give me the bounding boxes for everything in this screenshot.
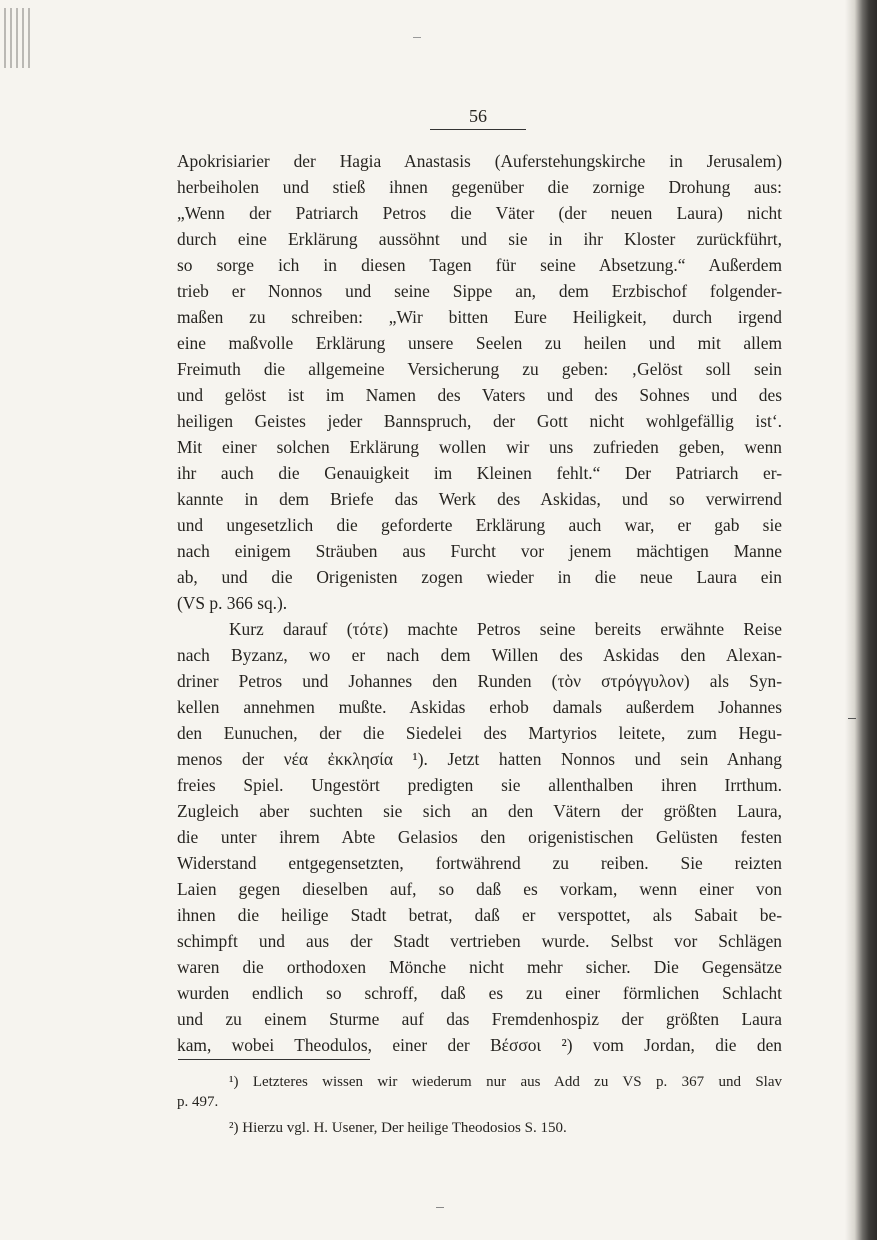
- text-line: Kurz darauf (τότε) machte Petros seine bereits erwähnte Reise: [229, 619, 782, 639]
- text-line: wurden endlich so schroff, daß es zu einer förmlichen Schlacht: [177, 983, 782, 1003]
- text-line: so sorge ich in diesen Tagen für seine Absetzung.“ Außerdem: [177, 255, 782, 275]
- text-line: und zu einem Sturme auf das Fremdenhospiz der größten Laura: [177, 1009, 782, 1029]
- page-number: 56: [430, 106, 526, 130]
- text-line: und ungesetzlich die geforderte Erklärung auch war, er gab sie: [177, 515, 782, 535]
- text-line: Apokrisiarier der Hagia Anastasis (Auferstehungskirche in Jerusalem): [177, 151, 782, 171]
- text-line: Widerstand entgegensetzten, fortwährend zu reiben. Sie reizten: [177, 853, 782, 873]
- text-line: Mit einer solchen Erklärung wollen wir uns zufrieden geben, wenn: [177, 437, 782, 457]
- text-line: den Eunuchen, der die Siedelei des Martyrios leitete, zum Hegu-: [177, 723, 782, 743]
- text-line: kellen annehmen mußte. Askidas erhob damals außerdem Johannes: [177, 697, 782, 717]
- text-line: „Wenn der Patriarch Petros die Väter (der neuen Laura) nicht: [177, 203, 782, 223]
- top-dash-mark: [413, 37, 421, 38]
- text-line: maßen zu schreiben: „Wir bitten Eure Heiligkeit, durch irgend: [177, 307, 782, 327]
- text-line: die unter ihrem Abte Gelasios den origenistischen Gelüsten festen: [177, 827, 782, 847]
- text-line: schimpft und aus der Stadt vertrieben wurde. Selbst vor Schlägen: [177, 931, 782, 951]
- footnote-separator: [178, 1059, 370, 1060]
- text-line: durch eine Erklärung aussöhnt und sie in ihr Kloster zurückführt,: [177, 229, 782, 249]
- bottom-dash-mark: [436, 1207, 444, 1208]
- text-line: Laien gegen dieselben auf, so daß es vorkam, wenn einer von: [177, 879, 782, 899]
- text-line: ihnen die heilige Stadt betrat, daß er verspottet, als Sabait be-: [177, 905, 782, 925]
- text-line: und gelöst ist im Namen des Vaters und des Sohnes und des: [177, 385, 782, 405]
- text-line: Zugleich aber suchten sie sich an den Vätern der größten Laura,: [177, 801, 782, 821]
- text-line: eine maßvolle Erklärung unsere Seelen zu heilen und mit allem: [177, 333, 782, 353]
- body-text: [177, 148, 782, 1058]
- text-line: Freimuth die allgemeine Versicherung zu geben: ‚Gelöst soll sein: [177, 359, 782, 379]
- text-line: (VS p. 366 sq.).: [177, 593, 288, 613]
- text-line: ab, und die Origenisten zogen wieder in die neue Laura ein: [177, 567, 782, 587]
- text-line: nach einigem Sträuben aus Furcht vor jenem mächtigen Manne: [177, 541, 782, 561]
- margin-tick-mark: [848, 718, 856, 719]
- footnote-line: p. 497.: [177, 1094, 219, 1110]
- text-line: kannte in dem Briefe das Werk des Askidas, und so verwirrend: [177, 489, 782, 509]
- text-line: kam, wobei Theodulos, einer der Βέσσοι ²) vom Jordan, die den: [177, 1035, 782, 1055]
- footnote-line: ²) Hierzu vgl. H. Usener, Der heilige Theodosios S. 150.: [229, 1120, 567, 1136]
- text-line: waren die orthodoxen Mönche nicht mehr sicher. Die Gegensätze: [177, 957, 782, 977]
- scan-artifact-mark: [4, 8, 34, 68]
- book-spine-shadow: [845, 0, 877, 1240]
- text-line: driner Petros und Johannes den Runden (τὸν στρόγγυλον) als Syn-: [177, 671, 782, 691]
- footnotes: [177, 1072, 782, 1138]
- text-line: freies Spiel. Ungestört predigten sie allenthalben ihren Irrthum.: [177, 775, 782, 795]
- footnote-line: ¹) Letzteres wissen wir wiederum nur aus Add zu VS p. 367 und Slav: [229, 1074, 782, 1090]
- text-line: trieb er Nonnos und seine Sippe an, dem Erzbischof folgender-: [177, 281, 782, 301]
- text-line: ihr auch die Genauigkeit im Kleinen fehlt.“ Der Patriarch er-: [177, 463, 782, 483]
- text-line: nach Byzanz, wo er nach dem Willen des Askidas den Alexan-: [177, 645, 782, 665]
- text-line: heiligen Geistes jeder Bannspruch, der Gott nicht wohlgefällig ist‘.: [177, 411, 782, 431]
- text-line: menos der νέα ἐκκλησία ¹). Jetzt hatten Nonnos und sein Anhang: [177, 749, 782, 769]
- text-line: herbeiholen und stieß ihnen gegenüber die zornige Drohung aus:: [177, 177, 782, 197]
